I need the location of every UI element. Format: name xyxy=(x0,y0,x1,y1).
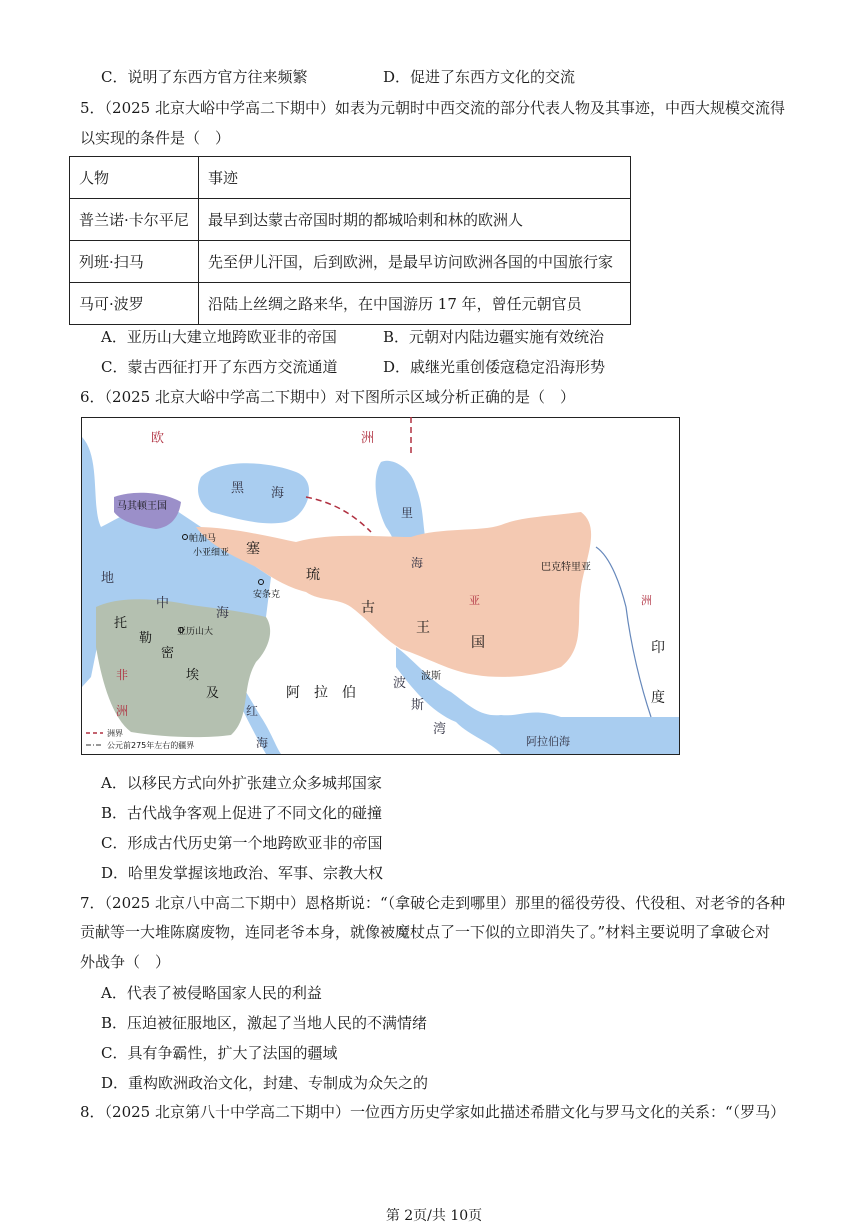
map-label-red-sea: 海 xyxy=(256,736,269,750)
q6-stem: 6．（2025 北京大峪中学高二下期中）对下图所示区域分析正确的是（ ） xyxy=(80,388,575,406)
table-cell: 列班·扫马 xyxy=(70,241,199,283)
map-label-africa: 非 xyxy=(116,668,129,682)
map-legend-border: 公元前275年左右的疆界 xyxy=(107,741,195,750)
map-label-persis: 波斯 xyxy=(421,671,441,682)
page-footer: 第 2页/共 10页 xyxy=(385,1208,483,1224)
q5-option-a: A．亚历山大建立地跨欧亚非的帝国 xyxy=(101,328,337,346)
map-label-seleucid: 塞 xyxy=(246,541,260,557)
map-label-seleucid: 古 xyxy=(361,600,375,616)
map-label-gulf: 波 xyxy=(393,676,407,691)
map-label-india: 印 xyxy=(651,640,665,656)
map-label-ptolemaic: 埃 xyxy=(186,668,200,683)
map-label-africa: 洲 xyxy=(116,704,129,718)
table-row xyxy=(70,241,631,283)
map-label-europe: 洲 xyxy=(361,431,375,446)
map-label-black-sea: 海 xyxy=(271,486,285,501)
map-label-mediterranean: 中 xyxy=(156,596,170,611)
map-label-ptolemaic: 托 xyxy=(114,616,128,631)
map-label-red-sea: 红 xyxy=(246,704,259,718)
q5-stem-line2: 以实现的条件是（ ） xyxy=(80,129,231,147)
table-cell: 最早到达蒙古帝国时期的都城哈剌和林的欧洲人 xyxy=(199,199,631,241)
q6-option-d: D．哈里发掌握该地政治、军事、宗教大权 xyxy=(101,864,384,882)
q5-stem-line1: 5．（2025 北京大峪中学高二下期中）如表为元朝时中西交流的部分代表人物及其事迹，中西大规模交流得 xyxy=(80,99,785,117)
map-label-india: 度 xyxy=(651,690,665,706)
q7-option-a: A．代表了被侵略国家人民的利益 xyxy=(101,984,322,1002)
q4-option-d: D．促进了东西方文化的交流 xyxy=(383,68,576,86)
q7-option-d: D．重构欧洲政治文化，封建、专制成为众矢之的 xyxy=(101,1074,429,1092)
map-label-asia: 亚 xyxy=(469,594,480,607)
table-cell: 普兰诺·卡尔平尼 xyxy=(70,199,199,241)
q7-option-c: C．具有争霸性，扩大了法国的疆域 xyxy=(101,1044,338,1062)
map-label-asia: 洲 xyxy=(641,594,652,607)
table-header-row xyxy=(70,157,631,199)
q8-stem-line1: 8．（2025 北京第八十中学高二下期中）一位西方历史学家如此描述希腊文化与罗马文化的关系：“（罗马） xyxy=(80,1103,786,1121)
table-row xyxy=(70,283,631,325)
map-label-alexandria: 亚历山大 xyxy=(177,627,214,637)
table-row xyxy=(70,199,631,241)
map-legend-continent: 洲界 xyxy=(107,729,123,738)
map-label-seleucid: 琉 xyxy=(306,567,320,583)
map-label-black-sea: 黑 xyxy=(231,481,245,496)
hellenistic-map xyxy=(81,417,680,755)
q5-option-d: D．戚继光重创倭寇稳定沿海形势 xyxy=(383,358,606,376)
table-cell: 先至伊儿汗国，后到欧洲，是最早访问欧洲各国的中国旅行家 xyxy=(199,241,631,283)
table-cell: 沿陆上丝绸之路来华，在中国游历 17 年，曾任元朝官员 xyxy=(199,283,631,325)
map-label-caspian: 里 xyxy=(401,506,414,520)
q5-table xyxy=(69,156,631,325)
map-label-asia-minor: 小亚细亚 xyxy=(193,548,230,558)
map-label-mediterranean: 海 xyxy=(216,606,230,621)
table-header-cell: 事迹 xyxy=(199,157,631,199)
map-label-antioch: 安条克 xyxy=(253,590,281,600)
map-label-seleucid: 王 xyxy=(416,620,430,636)
map-label-gulf: 斯 xyxy=(411,698,425,713)
map-label-arabian-sea: 阿拉伯海 xyxy=(526,735,570,748)
map-label-seleucid: 国 xyxy=(471,635,485,651)
map-label-mediterranean: 地 xyxy=(101,571,115,586)
q7-option-b: B．压迫被征服地区，激起了当地人民的不满情绪 xyxy=(101,1014,428,1032)
map-label-europe: 欧 xyxy=(151,431,165,446)
q5-option-b: B．元朝对内陆边疆实施有效统治 xyxy=(383,328,605,346)
q7-stem-line1: 7．（2025 北京八中高二下期中）恩格斯说：“（拿破仑走到哪里）那里的徭役劳役、代役租、对老爷的各种 xyxy=(80,894,786,912)
table-cell: 马可·波罗 xyxy=(70,283,199,325)
q5-option-c: C．蒙古西征打开了东西方交流通道 xyxy=(101,358,338,376)
map-label-caspian: 海 xyxy=(411,556,424,570)
q7-stem-line2: 贡献等一大堆陈腐废物，连同老爷本身，就像被魔杖点了一下似的立即消失了。”材料主要说明了拿破仑对 xyxy=(80,923,771,941)
q7-stem-line3: 外战争（ ） xyxy=(80,953,171,971)
map-label-ptolemaic: 及 xyxy=(206,686,220,701)
map-label-pergamon: 帕加马 xyxy=(189,534,217,544)
map-label-arabia: 阿 拉 伯 xyxy=(286,685,356,701)
map-label-ptolemaic: 勒 xyxy=(139,631,153,646)
table-header-cell: 人物 xyxy=(70,157,199,199)
map-label-ptolemaic: 密 xyxy=(161,646,175,661)
q6-option-a: A．以移民方式向外扩张建立众多城邦国家 xyxy=(101,774,382,792)
map-label-gulf: 湾 xyxy=(433,722,447,737)
map-label-bactria: 巴克特里亚 xyxy=(541,562,591,573)
map-label-macedon: 马其顿王国 xyxy=(117,501,167,512)
q4-option-c: C．说明了东西方官方往来频繁 xyxy=(101,68,308,86)
q6-option-b: B．古代战争客观上促进了不同文化的碰撞 xyxy=(101,804,383,822)
q6-option-c: C．形成古代历史第一个地跨欧亚非的帝国 xyxy=(101,834,383,852)
